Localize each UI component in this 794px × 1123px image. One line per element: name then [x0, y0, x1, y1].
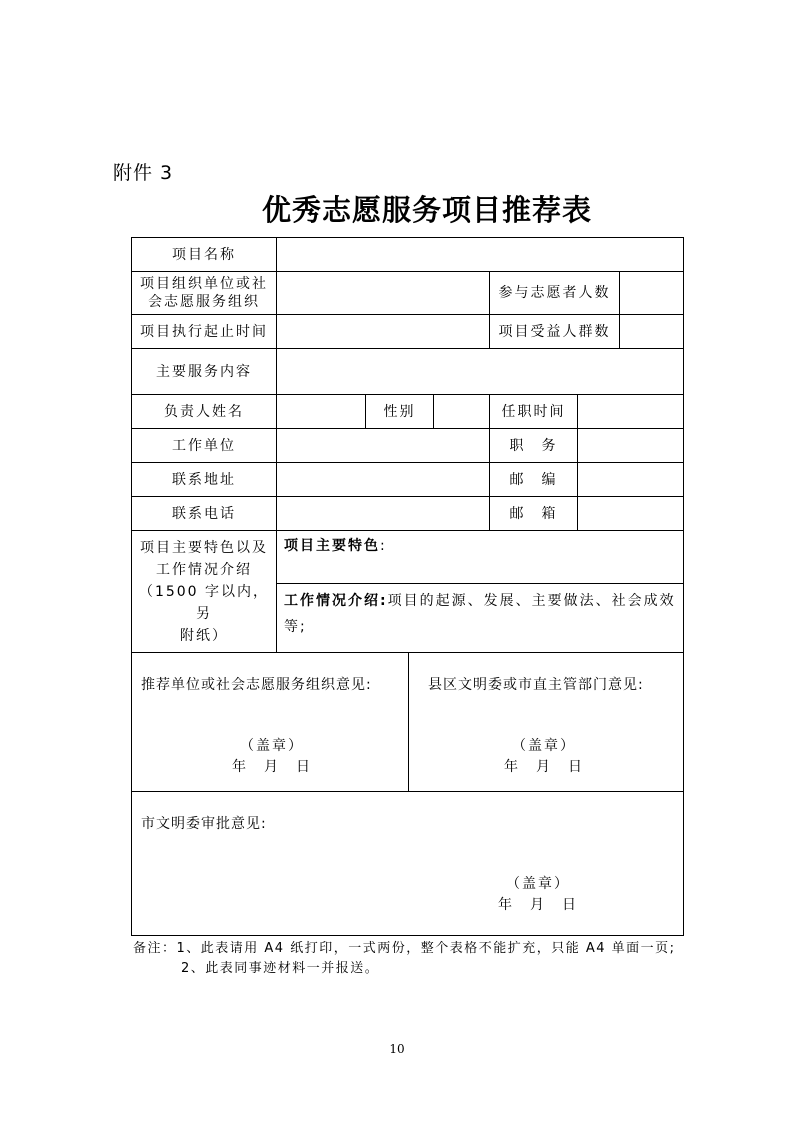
col-divider	[408, 652, 409, 791]
features-label-line3: （1500 字以内，另	[138, 583, 270, 622]
county-date: 年 月 日	[504, 759, 584, 775]
work-intro-heading: 工作情况介绍:	[284, 593, 388, 609]
attachment-label: 附件 3	[113, 162, 174, 184]
organizer-label-line2: 会志愿服务组织	[148, 294, 260, 310]
gender-label: 性别	[383, 403, 416, 420]
page-number: 10	[389, 1042, 405, 1056]
note-line-1: 备注：1、此表请用 A4 纸打印，一式两份，整个表格不能扩充，只能 A4 单面一页;	[133, 941, 676, 956]
row-divider	[276, 583, 683, 584]
features-label-line2: 工作情况介绍	[156, 561, 252, 578]
city-date: 年 月 日	[498, 897, 578, 913]
volunteer-count-field[interactable]	[620, 272, 683, 314]
organizer-field[interactable]	[277, 272, 489, 314]
position-field[interactable]	[578, 429, 683, 462]
work-intro-field[interactable]	[284, 588, 676, 648]
position-label: 职 务	[509, 437, 558, 454]
features-colon: :	[380, 538, 387, 554]
address-field[interactable]	[277, 463, 489, 496]
main-content-field[interactable]	[277, 349, 683, 394]
features-label-line1: 项目主要特色以及	[140, 539, 268, 556]
leader-name-field[interactable]	[277, 395, 365, 428]
city-opinion-label: 市文明委审批意见:	[141, 816, 267, 832]
email-field[interactable]	[578, 497, 683, 530]
tenure-label: 任职时间	[501, 403, 566, 420]
county-seal: （盖章）	[512, 738, 576, 754]
features-heading: 项目主要特色	[284, 538, 380, 554]
postcode-label: 邮 编	[509, 471, 558, 488]
beneficiaries-field[interactable]	[620, 315, 683, 348]
recommend-opinion-label: 推荐单位或社会志愿服务组织意见:	[141, 677, 372, 693]
workplace-field[interactable]	[277, 429, 489, 462]
city-seal: （盖章）	[506, 876, 570, 892]
main-content-label: 主要服务内容	[156, 363, 252, 380]
work-intro-text: 项目的起源、发展、主要做法、社会成效等;	[284, 593, 676, 635]
postcode-field[interactable]	[578, 463, 683, 496]
features-field[interactable]	[284, 531, 679, 567]
recommend-date: 年 月 日	[232, 759, 312, 775]
recommendation-form-table	[131, 237, 684, 936]
tenure-field[interactable]	[578, 395, 683, 428]
gender-field[interactable]	[434, 395, 489, 428]
beneficiaries-label: 项目受益人群数	[498, 323, 611, 340]
row-divider	[132, 791, 683, 792]
exec-time-field[interactable]	[277, 315, 489, 348]
recommend-seal: （盖章）	[240, 738, 304, 754]
exec-time-label: 项目执行起止时间	[140, 323, 268, 340]
project-name-field[interactable]	[277, 238, 683, 271]
page-title: 优秀志愿服务项目推荐表	[261, 193, 592, 227]
email-label: 邮 箱	[509, 505, 558, 522]
phone-field[interactable]	[277, 497, 489, 530]
address-label: 联系地址	[172, 471, 236, 488]
features-label	[132, 531, 276, 652]
features-label-line4: 附纸）	[180, 627, 228, 644]
leader-name-label: 负责人姓名	[164, 403, 244, 420]
phone-label: 联系电话	[172, 505, 236, 522]
volunteer-count-label: 参与志愿者人数	[498, 285, 611, 301]
workplace-label: 工作单位	[172, 437, 236, 454]
organizer-label-line1: 项目组织单位或社	[140, 276, 268, 292]
note-line-2: 2、此表同事迹材料一并报送。	[181, 961, 380, 976]
project-name-label: 项目名称	[172, 246, 236, 263]
county-opinion-label: 县区文明委或市直主管部门意见:	[428, 677, 644, 693]
organizer-label	[132, 272, 276, 314]
